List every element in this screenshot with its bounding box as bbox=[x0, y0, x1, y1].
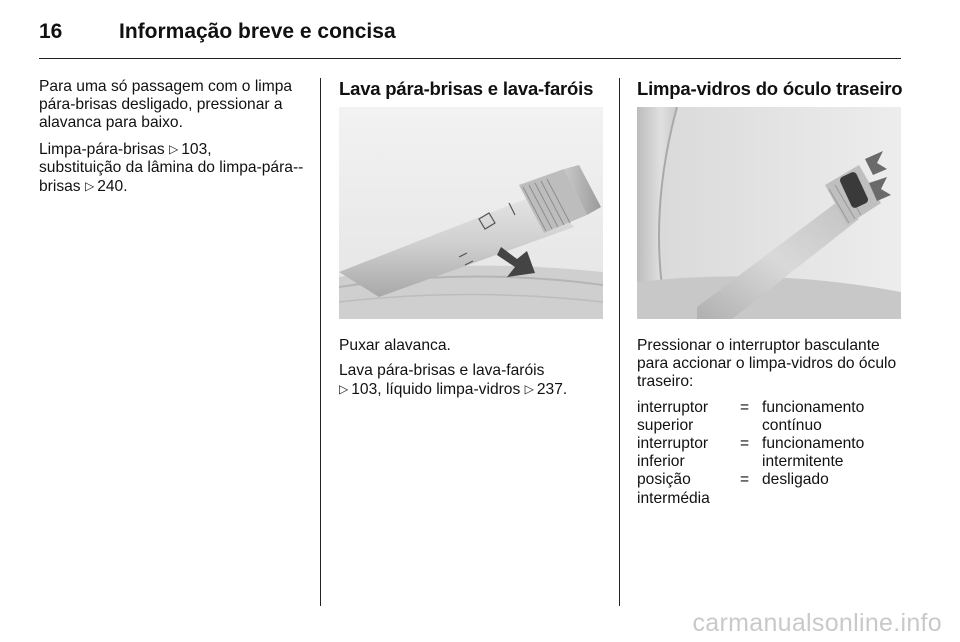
table-row-right: desligado bbox=[762, 471, 829, 489]
ref-text-liquido-limpa-vidros: líquido limpa-vidros bbox=[385, 381, 521, 399]
cross-reference-icon: ▷ bbox=[169, 141, 179, 156]
ref-page-103[interactable]: 103, bbox=[351, 381, 382, 399]
ref-page-240[interactable]: 240. bbox=[97, 178, 128, 196]
cross-reference-icon: ▷ bbox=[524, 382, 534, 397]
table-row-equals: = bbox=[740, 471, 750, 489]
page-number: 16 bbox=[39, 20, 63, 43]
col2-references bbox=[339, 362, 604, 399]
column-2 bbox=[339, 78, 604, 407]
col1-references bbox=[39, 140, 307, 197]
rear-wiper-switch-table bbox=[637, 399, 905, 508]
column-divider-2 bbox=[619, 78, 620, 606]
column-divider-1 bbox=[320, 78, 321, 606]
cross-reference-icon: ▷ bbox=[84, 179, 95, 194]
table-row-equals: = bbox=[740, 398, 750, 416]
chapter-title: Informação breve e concisa bbox=[119, 20, 396, 43]
ref-text-limpa-para-brisas: Limpa-pára-brisas bbox=[39, 140, 165, 158]
table-row-left: interruptor inferior bbox=[637, 435, 709, 471]
col2-paragraph: Puxar alavanca. bbox=[339, 337, 451, 354]
col3-paragraph: Pressionar o interruptor basculante para accionar o limpa-vidros do óculo traseiro: bbox=[637, 337, 897, 391]
section-title-limpa-vidros-oculo-traseiro: Limpa-vidros do óculo traseiro bbox=[637, 78, 903, 99]
rear-wiper-switch-illustration bbox=[637, 107, 901, 319]
page-header bbox=[39, 20, 396, 50]
table-row-right: funcionamento contínuo bbox=[762, 398, 865, 434]
table-row-left: interruptor superior bbox=[637, 398, 709, 434]
table-row-equals: = bbox=[740, 435, 750, 453]
table-row-right: funcionamento intermitente bbox=[762, 435, 865, 471]
watermark-logo: carmanualsonline.info bbox=[692, 609, 942, 637]
ref-text-lava-para-brisas: Lava pára-brisas e lava-faróis bbox=[339, 362, 545, 380]
ref-page-237[interactable]: 237. bbox=[536, 381, 568, 399]
ref-page-103[interactable]: 103, bbox=[181, 140, 212, 158]
column-3 bbox=[637, 78, 905, 508]
table-row-left: posição intermédia bbox=[637, 471, 710, 507]
column-1 bbox=[39, 78, 307, 203]
header-rule bbox=[39, 58, 901, 59]
section-title-lava-para-brisas: Lava pára-brisas e lava-faróis bbox=[339, 78, 594, 99]
ref-text-substituicao: substituição da lâmina do limpa-pára--brisas bbox=[39, 158, 304, 196]
col1-paragraph: Para uma só passagem com o limpa pára-brisas desligado, pressionar a alavanca para baixo. bbox=[39, 78, 293, 132]
windshield-washer-lever-illustration bbox=[339, 107, 603, 319]
cross-reference-icon: ▷ bbox=[339, 382, 349, 397]
